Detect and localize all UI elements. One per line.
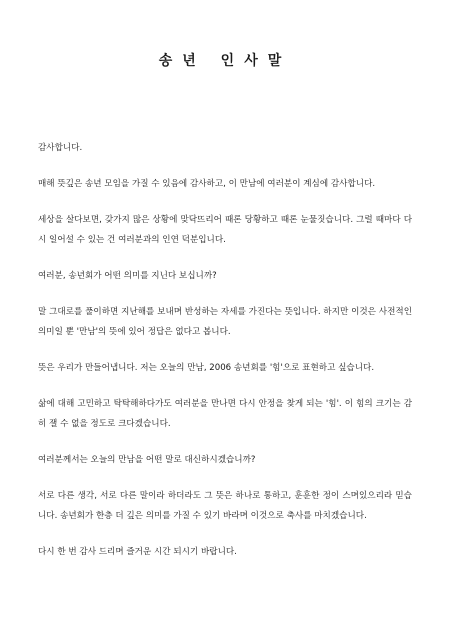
paragraph: 다시 한 번 감사 드리며 즐거운 시간 되시기 바랍니다. xyxy=(38,547,237,557)
paragraph: 뜻은 우리가 만들어냅니다. 저는 오늘의 만남, 2006 송년회를 '힘'으로 표현하고 싶습니다. xyxy=(38,363,375,373)
paragraph: 세상을 살다보면, 갖가지 많은 상황에 맞닥뜨리어 때론 당황하고 때론 눈물짓습니다. 그럴 때마다 다시 일어설 수 있는 건 여러분과의 인연 덕분입니다. xyxy=(38,215,412,245)
paragraph: 감사합니다. xyxy=(38,143,83,153)
paragraph: 매해 뜻깊은 송년 모임을 가질 수 있음에 감사하고, 이 만남에 여러분이 계심에 감사합니다. xyxy=(38,179,376,189)
document-title: 송년 인사말 xyxy=(158,53,292,69)
paragraph: 말 그대로를 풀이하면 지난해를 보내며 반성하는 자세를 가진다는 뜻입니다. 하지만 이것은 사전적인 의미일 뿐 '만남'의 뜻에 있어 정답은 없다고 봅니다. xyxy=(38,307,412,337)
document-body xyxy=(38,138,412,562)
paragraph: 여러분, 송년회가 어떤 의미를 지닌다 보십니까? xyxy=(38,271,217,281)
paragraph: 여러분께서는 오늘의 만남을 어떤 말로 대신하시겠습니까? xyxy=(38,455,256,465)
paragraph: 삶에 대해 고민하고 탁탁해하다가도 여러분을 만나면 다시 안정을 찾게 되는 '힘'. 이 힘의 크기는 감히 잴 수 없을 정도로 크다겠습니다. xyxy=(38,399,412,429)
paragraph: 서로 다른 생각, 서로 다른 말이라 하더라도 그 뜻은 하나로 통하고, 훈훈한 정이 스며있으리라 믿습니다. 송년회가 한층 더 깊은 의미를 가질 수 있기 바라며 이것으로 축사를 마치겠습니다. xyxy=(38,491,412,521)
